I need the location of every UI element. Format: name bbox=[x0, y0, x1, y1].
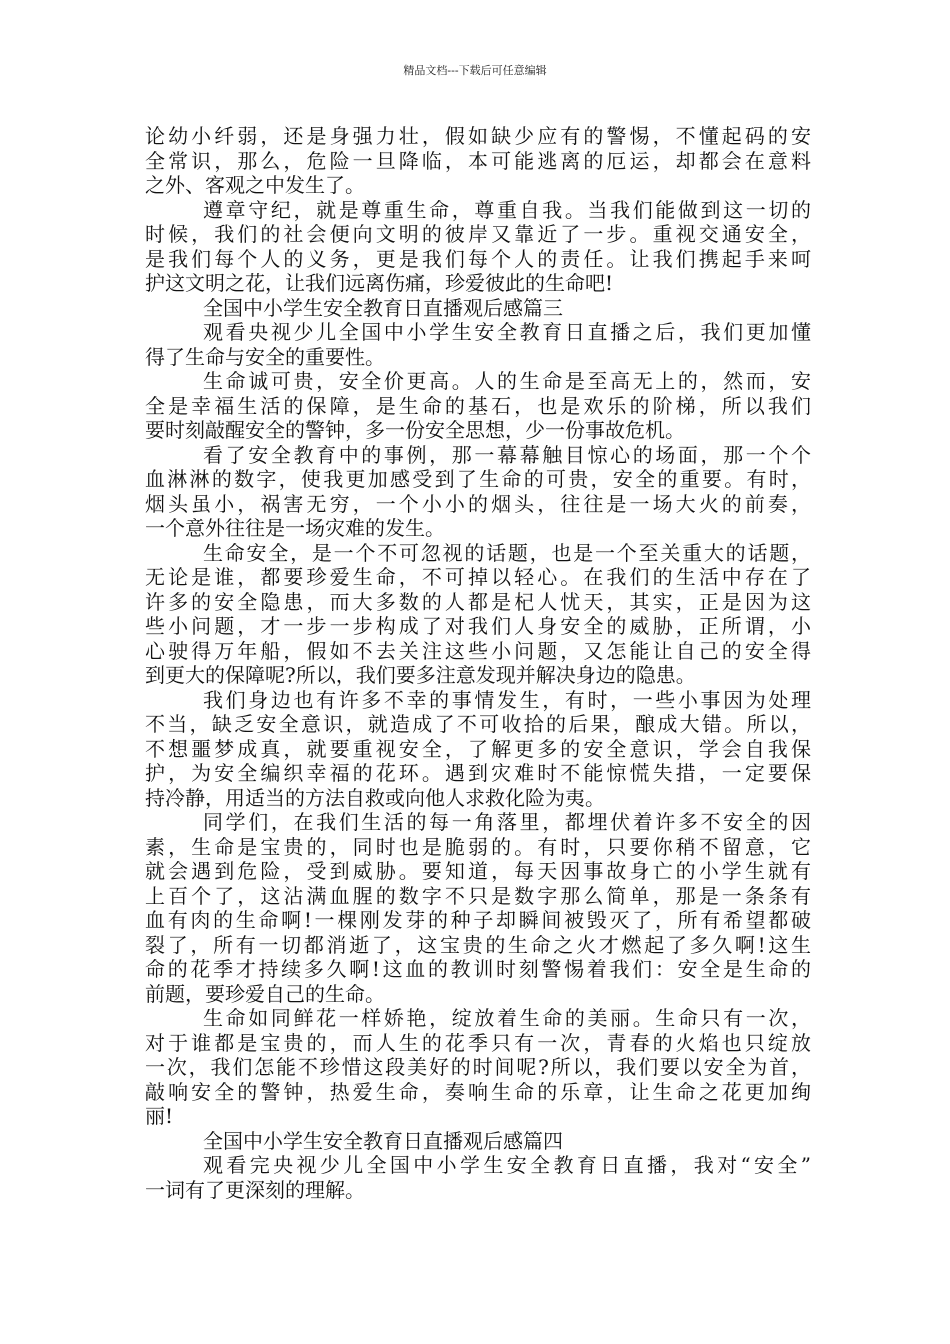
text-line: 命的花季才持续多久啊!这血的教训时刻警惕着我们：安全是生命的 bbox=[145, 957, 811, 981]
text-line: 对于谁都是宝贵的，而人生的花季只有一次，青春的火焰也只绽放 bbox=[145, 1030, 811, 1055]
text-line: 是我们每个人的义务，更是我们每个人的责任。让我们携起手来呵 bbox=[145, 246, 811, 271]
text-line: 护，为安全编织幸福的花环。遇到灾难时不能惊慌失措，一定要保 bbox=[145, 761, 811, 785]
text-line: 无论是谁，都要珍爱生命，不可掉以轻心。在我们的生活中存在了 bbox=[145, 565, 811, 589]
text-line: 血淋淋的数字，使我更加感受到了生命的可贵，安全的重要。有时， bbox=[145, 467, 811, 491]
page-header: 精品文档---下载后可任意编辑 bbox=[403, 64, 547, 77]
text-line: 一次，我们怎能不珍惜这段美好的时间呢?所以，我们要以安全为首， bbox=[145, 1055, 811, 1079]
text-line: 不想噩梦成真，就要重视安全，了解更多的安全意识，学会自我保 bbox=[145, 736, 811, 761]
text-line: 血有肉的生命啊!一棵刚发芽的种子却瞬间被毁灭了，所有希望都破 bbox=[145, 908, 811, 932]
text-line: 时候，我们的社会便向文明的彼岸又靠近了一步。重视交通安全， bbox=[145, 222, 811, 246]
text-line: 持冷静，用适当的方法自救或向他人求救化险为夷。 bbox=[145, 785, 605, 810]
text-line: 就会遇到危险，受到威胁。要知道，每天因事故身亡的小学生就有 bbox=[145, 859, 811, 883]
text-line: 不当，缺乏安全意识，就造成了不可收拾的后果，酿成大错。所以， bbox=[145, 712, 811, 736]
text-line: 些小问题，才一步一步构成了对我们人身安全的威胁，正所谓，小 bbox=[145, 614, 811, 638]
text-line: 许多的安全隐患，而大多数的人都是杞人忧天，其实，正是因为这 bbox=[145, 589, 811, 614]
text-line: 敲响安全的警钟，热爱生命，奏响生命的乐章，让生命之花更加绚 bbox=[145, 1079, 811, 1104]
text-line: 烟头虽小，祸害无穷，一个小小的烟头，往往是一场大火的前奏， bbox=[145, 491, 811, 516]
text-line: 裂了，所有一切都消逝了，这宝贵的生命之火才燃起了多久啊!这生 bbox=[145, 932, 811, 957]
text-line: 素，生命是宝贵的，同时也是脆弱的。有时，只要你稍不留意，它 bbox=[145, 834, 811, 859]
text-line: 得了生命与安全的重要性。 bbox=[145, 344, 385, 369]
text-line: 遵章守纪，就是尊重生命，尊重自我。当我们能做到这一切的 bbox=[203, 197, 811, 222]
text-line: 生命如同鲜花一样娇艳，绽放着生命的美丽。生命只有一次， bbox=[203, 1006, 811, 1030]
text-line: 观看央视少儿全国中小学生安全教育日直播之后，我们更加懂 bbox=[203, 320, 811, 344]
text-line: 全是幸福生活的保障，是生命的基石，也是欢乐的阶梯，所以我们 bbox=[145, 393, 811, 418]
document-body bbox=[145, 124, 811, 1202]
text-line: 丽! bbox=[145, 1104, 174, 1128]
text-line: 我们身边也有许多不幸的事情发生，有时，一些小事因为处理 bbox=[203, 687, 811, 712]
text-line: 观看完央视少儿全国中小学生安全教育日直播，我对“安全” bbox=[203, 1153, 811, 1177]
text-line: 生命安全，是一个不可忽视的话题，也是一个至关重大的话题， bbox=[203, 540, 811, 565]
text-line: 同学们，在我们生活的每一角落里，都埋伏着许多不安全的因 bbox=[203, 810, 811, 834]
text-line: 生命诚可贵，安全价更高。人的生命是至高无上的，然而，安 bbox=[203, 369, 811, 393]
text-line: 护这文明之花，让我们远离伤痛，珍爱彼此的生命吧! bbox=[145, 271, 614, 295]
text-line: 一词有了更深刻的理解。 bbox=[145, 1177, 365, 1202]
text-line: 一个意外往往是一场灾难的发生。 bbox=[145, 516, 445, 540]
text-line: 上百个了，这沾满血腥的数字不只是数字那么简单，那是一条条有 bbox=[145, 883, 811, 908]
text-line: 要时刻敲醒安全的警钟，多一份安全思想，少一份事故危机。 bbox=[145, 418, 685, 442]
text-line: 全国中小学生安全教育日直播观后感篇四 bbox=[203, 1128, 563, 1153]
text-line: 论幼小纤弱，还是身强力壮，假如缺少应有的警惕，不懂起码的安 bbox=[145, 124, 811, 148]
text-line: 前题，要珍爱自己的生命。 bbox=[145, 981, 385, 1006]
text-line: 全国中小学生安全教育日直播观后感篇三 bbox=[203, 295, 563, 320]
text-line: 心驶得万年船，假如不去关注这些小问题，又怎能让自己的安全得 bbox=[145, 638, 811, 663]
text-line: 看了安全教育中的事例，那一幕幕触目惊心的场面，那一个个 bbox=[203, 442, 811, 467]
text-line: 之外、客观之中发生了。 bbox=[145, 173, 365, 197]
text-line: 全常识，那么，危险一旦降临，本可能逃离的厄运，却都会在意料 bbox=[145, 148, 811, 173]
text-line: 到更大的保障呢?所以，我们要多注意发现并解决身边的隐患。 bbox=[145, 663, 696, 687]
